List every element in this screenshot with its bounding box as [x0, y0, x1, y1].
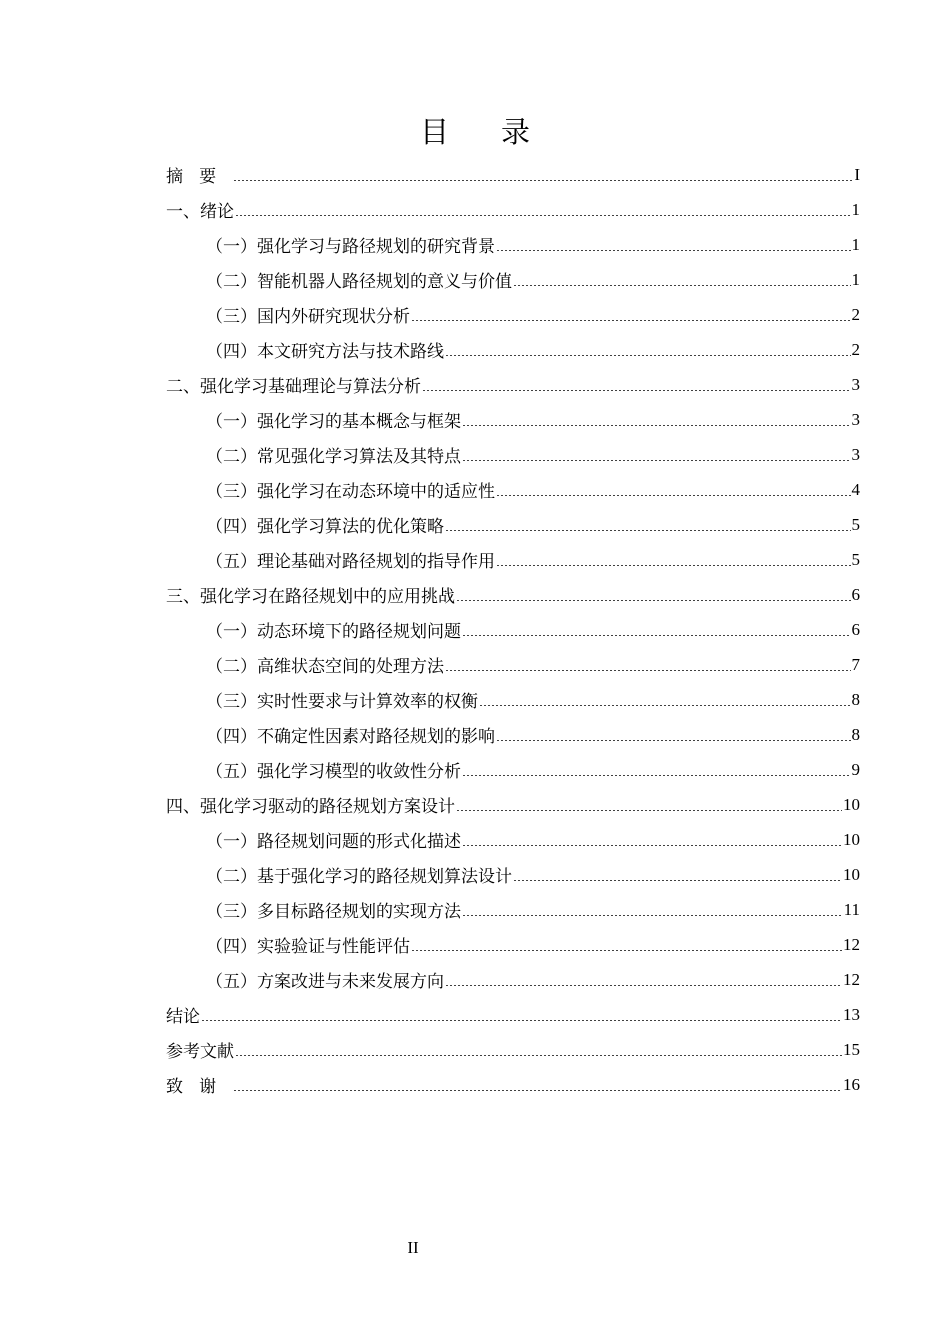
dot-leader: [233, 180, 853, 181]
toc-entry-label: （五）理论基础对路径规划的指导作用: [206, 552, 495, 572]
toc-entry-page-number: 3: [851, 374, 860, 394]
toc-subsection-entry[interactable]: [166, 227, 860, 262]
toc-entry-page-number: 15: [843, 1039, 860, 1059]
toc-entry-page-number: 12: [843, 969, 860, 989]
toc-entry-page-number: 1: [851, 234, 860, 254]
toc-entry-label: （二）高维状态空间的处理方法: [206, 657, 444, 677]
toc-entry-page-number: 5: [851, 549, 860, 569]
toc-entry-page-number: 6: [851, 584, 860, 604]
dot-leader: [496, 740, 851, 741]
toc-entry-label: （二）基于强化学习的路径规划算法设计: [206, 867, 512, 887]
dot-leader: [411, 950, 842, 951]
toc-entry-label: （一）强化学习的基本概念与框架: [206, 412, 461, 432]
dot-leader: [496, 565, 851, 566]
page-number-footer: II: [407, 1238, 419, 1257]
toc-subsection-entry[interactable]: [166, 542, 860, 577]
toc-entry-page-number: 13: [843, 1004, 860, 1024]
toc-entry-page-number: 6: [851, 619, 860, 639]
toc-entry-label: 致谢: [166, 1077, 233, 1097]
toc-entry-page-number: 2: [851, 339, 860, 359]
toc-section-entry[interactable]: [166, 997, 860, 1032]
toc-entry-label: （一）动态环境下的路径规划问题: [206, 622, 461, 642]
toc-section-entry[interactable]: [166, 1032, 860, 1067]
toc-entry-page-number: 1: [851, 199, 860, 219]
toc-entry-page-number: 10: [843, 829, 860, 849]
toc-entry-page-number: 8: [851, 724, 860, 744]
toc-subsection-entry[interactable]: [166, 717, 860, 752]
dot-leader: [513, 285, 851, 286]
toc-entry-label: 二、强化学习基础理论与算法分析: [166, 377, 421, 397]
toc-subsection-entry[interactable]: [166, 682, 860, 717]
dot-leader: [456, 810, 842, 811]
toc-subsection-entry[interactable]: [166, 402, 860, 437]
toc-entry-label: （三）多目标路径规划的实现方法: [206, 902, 461, 922]
toc-entry-label: （三）实时性要求与计算效率的权衡: [206, 692, 478, 712]
toc-title: 目录: [419, 115, 582, 149]
dot-leader: [462, 460, 851, 461]
toc-entry-page-number: 10: [843, 794, 860, 814]
toc-subsection-entry[interactable]: [166, 262, 860, 297]
dot-leader: [445, 355, 851, 356]
toc-entry-label: （二）常见强化学习算法及其特点: [206, 447, 461, 467]
toc-section-entry[interactable]: [166, 577, 860, 612]
dot-leader: [479, 705, 851, 706]
toc-entry-label: （三）强化学习在动态环境中的适应性: [206, 482, 495, 502]
dot-leader: [422, 390, 851, 391]
toc-entry-label: （五）强化学习模型的收敛性分析: [206, 762, 461, 782]
toc-subsection-entry[interactable]: [166, 507, 860, 542]
dot-leader: [462, 915, 843, 916]
toc-entry-label: （三）国内外研究现状分析: [206, 307, 410, 327]
toc-subsection-entry[interactable]: [166, 892, 860, 927]
toc-section-entry[interactable]: [166, 787, 860, 822]
toc-entry-page-number: 7: [851, 654, 860, 674]
toc-entry-label: 结论: [166, 1007, 200, 1027]
toc-section-entry[interactable]: [166, 192, 860, 227]
toc-subsection-entry[interactable]: [166, 647, 860, 682]
toc-entry-label: 参考文献: [166, 1042, 234, 1062]
toc-section-entry[interactable]: [166, 1067, 860, 1102]
toc-entry-label: （一）路径规划问题的形式化描述: [206, 832, 461, 852]
toc-section-entry[interactable]: [166, 367, 860, 402]
toc-subsection-entry[interactable]: [166, 752, 860, 787]
dot-leader: [496, 250, 851, 251]
toc-entry-page-number: 11: [843, 899, 860, 919]
toc-subsection-entry[interactable]: [166, 612, 860, 647]
toc-entry-label: （一）强化学习与路径规划的研究背景: [206, 237, 495, 257]
toc-entry-label: （二）智能机器人路径规划的意义与价值: [206, 272, 512, 292]
dot-leader: [235, 1055, 842, 1056]
dot-leader: [462, 425, 851, 426]
toc-section-entry[interactable]: [166, 157, 860, 192]
toc-entry-page-number: 12: [843, 934, 860, 954]
toc-entry-label: （四）本文研究方法与技术路线: [206, 342, 444, 362]
dot-leader: [462, 845, 842, 846]
dot-leader: [456, 600, 851, 601]
toc-entry-page-number: 5: [851, 514, 860, 534]
dot-leader: [513, 880, 842, 881]
toc-entry-label: 三、强化学习在路径规划中的应用挑战: [166, 587, 455, 607]
toc-entry-page-number: 3: [851, 444, 860, 464]
dot-leader: [445, 530, 851, 531]
toc-entry-label: （四）不确定性因素对路径规划的影响: [206, 727, 495, 747]
dot-leader: [233, 1090, 842, 1091]
toc-entry-label: 一、绪论: [166, 202, 234, 222]
dot-leader: [411, 320, 851, 321]
toc-entry-label: （四）实验验证与性能评估: [206, 937, 410, 957]
toc-subsection-entry[interactable]: [166, 297, 860, 332]
dot-leader: [496, 495, 851, 496]
toc-subsection-entry[interactable]: [166, 962, 860, 997]
toc-entry-page-number: 8: [851, 689, 860, 709]
toc-entry-label: 四、强化学习驱动的路径规划方案设计: [166, 797, 455, 817]
dot-leader: [462, 635, 851, 636]
dot-leader: [462, 775, 851, 776]
dot-leader: [201, 1020, 842, 1021]
table-of-contents: [166, 157, 860, 1102]
toc-subsection-entry[interactable]: [166, 822, 860, 857]
toc-entry-page-number: I: [854, 164, 860, 184]
toc-entry-page-number: 3: [851, 409, 860, 429]
toc-subsection-entry[interactable]: [166, 927, 860, 962]
toc-entry-page-number: 16: [843, 1074, 860, 1094]
toc-entry-label: （四）强化学习算法的优化策略: [206, 517, 444, 537]
toc-entry-page-number: 4: [851, 479, 860, 499]
toc-entry-label: （五）方案改进与未来发展方向: [206, 972, 444, 992]
dot-leader: [445, 670, 851, 671]
toc-subsection-entry[interactable]: [166, 857, 860, 892]
toc-subsection-entry[interactable]: [166, 332, 860, 367]
toc-entry-label: 摘要: [166, 167, 233, 187]
toc-entry-page-number: 10: [843, 864, 860, 884]
toc-entry-page-number: 1: [851, 269, 860, 289]
dot-leader: [235, 215, 851, 216]
dot-leader: [445, 985, 842, 986]
toc-entry-page-number: 9: [851, 759, 860, 779]
toc-entry-page-number: 2: [851, 304, 860, 324]
toc-subsection-entry[interactable]: [166, 437, 860, 472]
toc-subsection-entry[interactable]: [166, 472, 860, 507]
